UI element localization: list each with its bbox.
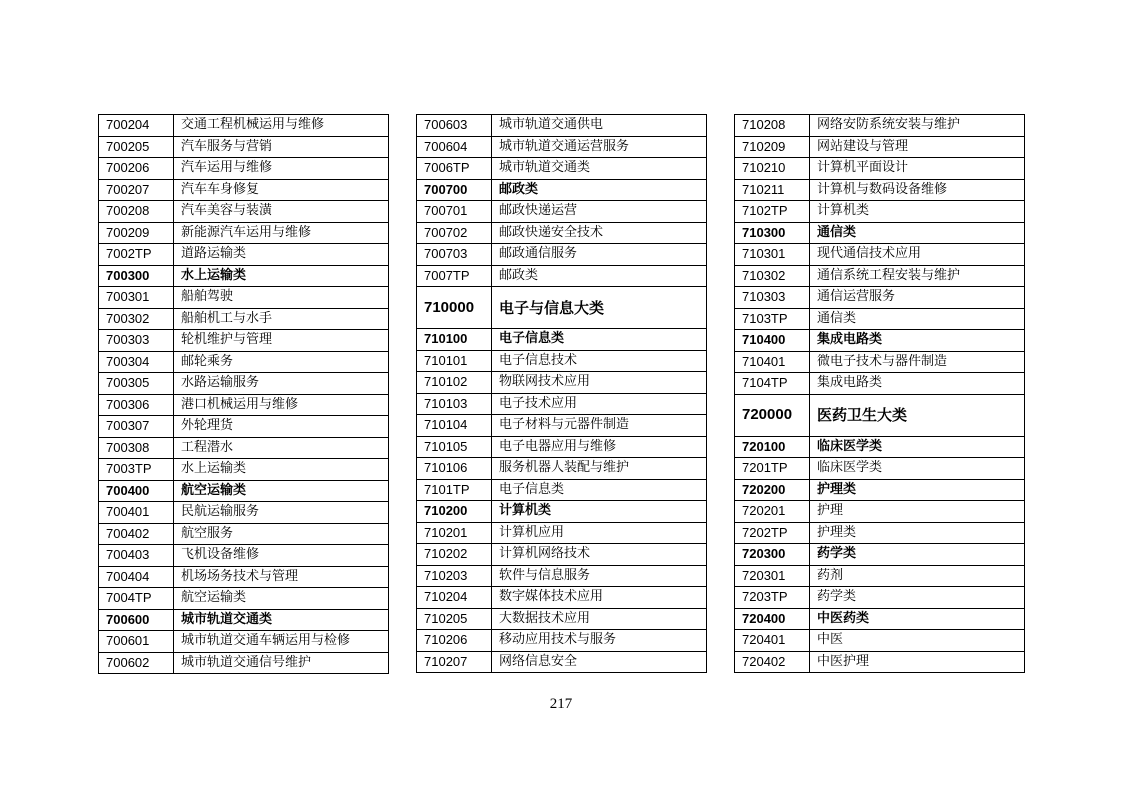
major-name: 电子信息技术	[492, 350, 707, 372]
major-name: 微电子技术与器件制造	[810, 351, 1025, 373]
major-code: 710101	[417, 350, 492, 372]
major-name: 水上运输类	[174, 265, 389, 287]
table-row	[417, 608, 707, 630]
table-row	[417, 179, 707, 201]
major-name: 服务机器人装配与维护	[492, 458, 707, 480]
table-row	[735, 287, 1025, 309]
table-row	[417, 501, 707, 523]
table-row	[99, 609, 389, 631]
major-code: 700604	[417, 136, 492, 158]
table-row	[735, 587, 1025, 609]
major-code: 710203	[417, 565, 492, 587]
table-row	[99, 308, 389, 330]
major-code: 720300	[735, 544, 810, 566]
major-code: 710211	[735, 179, 810, 201]
major-code: 700601	[99, 631, 174, 653]
table-row	[417, 372, 707, 394]
major-code: 710100	[417, 329, 492, 351]
major-code: 700205	[99, 136, 174, 158]
major-code: 700400	[99, 480, 174, 502]
major-name: 邮政类	[492, 265, 707, 287]
major-name: 网络安防系统安装与维护	[810, 115, 1025, 137]
major-name: 外轮理货	[174, 416, 389, 438]
major-name: 计算机类	[810, 201, 1025, 223]
table-row	[735, 222, 1025, 244]
table-row	[417, 587, 707, 609]
major-code: 710201	[417, 522, 492, 544]
table-row	[99, 480, 389, 502]
major-code: 7202TP	[735, 522, 810, 544]
table-row	[417, 115, 707, 137]
table-row	[735, 522, 1025, 544]
table-row	[735, 458, 1025, 480]
major-code: 700206	[99, 158, 174, 180]
major-name: 计算机网络技术	[492, 544, 707, 566]
major-name: 网站建设与管理	[810, 136, 1025, 158]
major-code: 700300	[99, 265, 174, 287]
major-name: 邮政类	[492, 179, 707, 201]
major-name: 通信类	[810, 222, 1025, 244]
major-code: 710208	[735, 115, 810, 137]
table-row	[417, 350, 707, 372]
major-code: 710202	[417, 544, 492, 566]
major-code: 710207	[417, 651, 492, 673]
major-code: 710105	[417, 436, 492, 458]
table-row	[735, 565, 1025, 587]
table-row	[99, 351, 389, 373]
major-name: 电子信息类	[492, 329, 707, 351]
major-code: 720401	[735, 630, 810, 652]
major-name: 城市轨道交通供电	[492, 115, 707, 137]
major-table-1	[98, 114, 389, 674]
table-row	[735, 308, 1025, 330]
major-name: 药学类	[810, 544, 1025, 566]
table-row	[417, 544, 707, 566]
major-code: 7007TP	[417, 265, 492, 287]
major-code: 7004TP	[99, 588, 174, 610]
table-row	[417, 244, 707, 266]
major-name: 轮机维护与管理	[174, 330, 389, 352]
major-name: 汽车美容与装潢	[174, 201, 389, 223]
major-code: 700602	[99, 652, 174, 674]
major-name: 民航运输服务	[174, 502, 389, 524]
major-name: 临床医学类	[810, 458, 1025, 480]
major-name: 移动应用技术与服务	[492, 630, 707, 652]
table-row	[735, 651, 1025, 673]
major-code: 700603	[417, 115, 492, 137]
major-code: 700307	[99, 416, 174, 438]
major-code: 7006TP	[417, 158, 492, 180]
column-3	[734, 114, 1025, 673]
table-row	[417, 436, 707, 458]
table-row	[417, 630, 707, 652]
major-code: 7102TP	[735, 201, 810, 223]
major-name: 中医药类	[810, 608, 1025, 630]
table-row	[99, 115, 389, 137]
major-name: 航空运输类	[174, 480, 389, 502]
major-code: 710204	[417, 587, 492, 609]
major-name: 交通工程机械运用与维修	[174, 115, 389, 137]
major-code: 7003TP	[99, 459, 174, 481]
major-name: 集成电路类	[810, 373, 1025, 395]
major-code: 710102	[417, 372, 492, 394]
major-name: 邮政通信服务	[492, 244, 707, 266]
major-table-2	[416, 114, 707, 673]
major-code: 7002TP	[99, 244, 174, 266]
table-row	[735, 115, 1025, 137]
major-name: 中医护理	[810, 651, 1025, 673]
table-row	[417, 415, 707, 437]
page-number: 217	[549, 696, 573, 712]
major-name: 城市轨道交通运营服务	[492, 136, 707, 158]
table-row	[99, 394, 389, 416]
major-code: 700302	[99, 308, 174, 330]
table-row	[99, 265, 389, 287]
major-code: 710301	[735, 244, 810, 266]
table-row	[735, 179, 1025, 201]
table-row	[735, 158, 1025, 180]
table-row	[99, 330, 389, 352]
table-row	[735, 436, 1025, 458]
major-table-3	[734, 114, 1025, 673]
table-row	[735, 265, 1025, 287]
major-code: 700303	[99, 330, 174, 352]
table-row	[735, 394, 1025, 436]
major-code: 710206	[417, 630, 492, 652]
major-name: 计算机类	[492, 501, 707, 523]
major-name: 护理类	[810, 522, 1025, 544]
major-name: 药剂	[810, 565, 1025, 587]
column-2	[416, 114, 707, 673]
table-row	[99, 244, 389, 266]
major-code: 7101TP	[417, 479, 492, 501]
major-code: 7203TP	[735, 587, 810, 609]
table-row	[735, 244, 1025, 266]
table-row	[417, 458, 707, 480]
major-code: 7104TP	[735, 373, 810, 395]
major-code: 700308	[99, 437, 174, 459]
table-row	[735, 373, 1025, 395]
major-code: 710200	[417, 501, 492, 523]
major-code: 700402	[99, 523, 174, 545]
major-code: 710300	[735, 222, 810, 244]
table-row	[99, 566, 389, 588]
major-code: 720201	[735, 501, 810, 523]
major-code: 7201TP	[735, 458, 810, 480]
major-name: 电子电器应用与维修	[492, 436, 707, 458]
table-row	[417, 393, 707, 415]
major-name: 电子材料与元器件制造	[492, 415, 707, 437]
table-row	[99, 437, 389, 459]
major-name: 中医	[810, 630, 1025, 652]
major-code: 720402	[735, 651, 810, 673]
table-row	[735, 630, 1025, 652]
table-row	[99, 523, 389, 545]
table-row	[99, 222, 389, 244]
major-code: 700301	[99, 287, 174, 309]
major-code: 710000	[417, 287, 492, 329]
table-row	[99, 459, 389, 481]
major-code: 700304	[99, 351, 174, 373]
major-code: 720000	[735, 394, 810, 436]
table-row	[99, 136, 389, 158]
major-name: 水上运输类	[174, 459, 389, 481]
major-code: 700701	[417, 201, 492, 223]
table-row	[735, 608, 1025, 630]
table-row	[735, 479, 1025, 501]
major-code: 700305	[99, 373, 174, 395]
table-row	[417, 651, 707, 673]
major-name: 通信系统工程安装与维护	[810, 265, 1025, 287]
major-code: 710209	[735, 136, 810, 158]
table-row	[417, 329, 707, 351]
major-name: 汽车运用与维修	[174, 158, 389, 180]
major-name: 物联网技术应用	[492, 372, 707, 394]
major-name: 数字媒体技术应用	[492, 587, 707, 609]
table-row	[417, 265, 707, 287]
table-row	[99, 588, 389, 610]
major-name: 计算机应用	[492, 522, 707, 544]
table-row	[99, 179, 389, 201]
major-name: 港口机械运用与维修	[174, 394, 389, 416]
major-name: 航空运输类	[174, 588, 389, 610]
table-row	[99, 416, 389, 438]
major-code: 700204	[99, 115, 174, 137]
major-code: 700702	[417, 222, 492, 244]
major-name: 城市轨道交通类	[174, 609, 389, 631]
major-name: 集成电路类	[810, 330, 1025, 352]
major-name: 工程潜水	[174, 437, 389, 459]
major-code: 710104	[417, 415, 492, 437]
major-code: 720200	[735, 479, 810, 501]
major-name: 机场场务技术与管理	[174, 566, 389, 588]
major-name: 大数据技术应用	[492, 608, 707, 630]
table-row	[99, 373, 389, 395]
major-code: 700306	[99, 394, 174, 416]
major-code: 720100	[735, 436, 810, 458]
major-code: 710106	[417, 458, 492, 480]
major-name: 邮政快递安全技术	[492, 222, 707, 244]
table-row	[735, 136, 1025, 158]
major-name: 汽车服务与营销	[174, 136, 389, 158]
major-name: 船舶机工与水手	[174, 308, 389, 330]
table-row	[417, 222, 707, 244]
major-code: 710103	[417, 393, 492, 415]
table-row	[99, 545, 389, 567]
major-name: 临床医学类	[810, 436, 1025, 458]
major-code: 710210	[735, 158, 810, 180]
major-name: 道路运输类	[174, 244, 389, 266]
table-row	[417, 287, 707, 329]
major-code: 7103TP	[735, 308, 810, 330]
major-name: 计算机平面设计	[810, 158, 1025, 180]
major-code: 700703	[417, 244, 492, 266]
major-code: 700401	[99, 502, 174, 524]
table-row	[735, 351, 1025, 373]
table-row	[99, 158, 389, 180]
major-code: 700207	[99, 179, 174, 201]
major-name: 护理	[810, 501, 1025, 523]
major-name: 网络信息安全	[492, 651, 707, 673]
major-name: 通信类	[810, 308, 1025, 330]
major-code: 700404	[99, 566, 174, 588]
major-code: 700208	[99, 201, 174, 223]
table-row	[99, 652, 389, 674]
major-name: 航空服务	[174, 523, 389, 545]
major-name: 水路运输服务	[174, 373, 389, 395]
major-name: 飞机设备维修	[174, 545, 389, 567]
table-row	[99, 201, 389, 223]
table-row	[417, 136, 707, 158]
major-name: 医药卫生大类	[810, 394, 1025, 436]
table-row	[99, 287, 389, 309]
major-name: 护理类	[810, 479, 1025, 501]
major-name: 药学类	[810, 587, 1025, 609]
major-code: 710205	[417, 608, 492, 630]
table-row	[735, 544, 1025, 566]
table-row	[99, 631, 389, 653]
table-row	[417, 201, 707, 223]
major-name: 邮政快递运营	[492, 201, 707, 223]
column-1	[98, 114, 389, 674]
major-code: 720301	[735, 565, 810, 587]
major-code: 700403	[99, 545, 174, 567]
major-name: 电子技术应用	[492, 393, 707, 415]
table-row	[417, 522, 707, 544]
table-row	[735, 201, 1025, 223]
table-row	[417, 158, 707, 180]
major-name: 汽车车身修复	[174, 179, 389, 201]
major-name: 船舶驾驶	[174, 287, 389, 309]
major-name: 通信运营服务	[810, 287, 1025, 309]
table-row	[735, 501, 1025, 523]
major-name: 电子信息类	[492, 479, 707, 501]
table-row	[99, 502, 389, 524]
major-name: 城市轨道交通车辆运用与检修	[174, 631, 389, 653]
major-name: 电子与信息大类	[492, 287, 707, 329]
major-code: 700209	[99, 222, 174, 244]
major-code: 710401	[735, 351, 810, 373]
major-code: 710302	[735, 265, 810, 287]
major-name: 现代通信技术应用	[810, 244, 1025, 266]
major-code: 720400	[735, 608, 810, 630]
major-code: 700600	[99, 609, 174, 631]
major-name: 城市轨道交通类	[492, 158, 707, 180]
table-row	[417, 479, 707, 501]
table-row	[417, 565, 707, 587]
major-code: 710303	[735, 287, 810, 309]
major-name: 城市轨道交通信号维护	[174, 652, 389, 674]
table-row	[735, 330, 1025, 352]
major-code: 700700	[417, 179, 492, 201]
major-name: 邮轮乘务	[174, 351, 389, 373]
major-code: 710400	[735, 330, 810, 352]
major-name: 软件与信息服务	[492, 565, 707, 587]
major-name: 计算机与数码设备维修	[810, 179, 1025, 201]
major-name: 新能源汽车运用与维修	[174, 222, 389, 244]
